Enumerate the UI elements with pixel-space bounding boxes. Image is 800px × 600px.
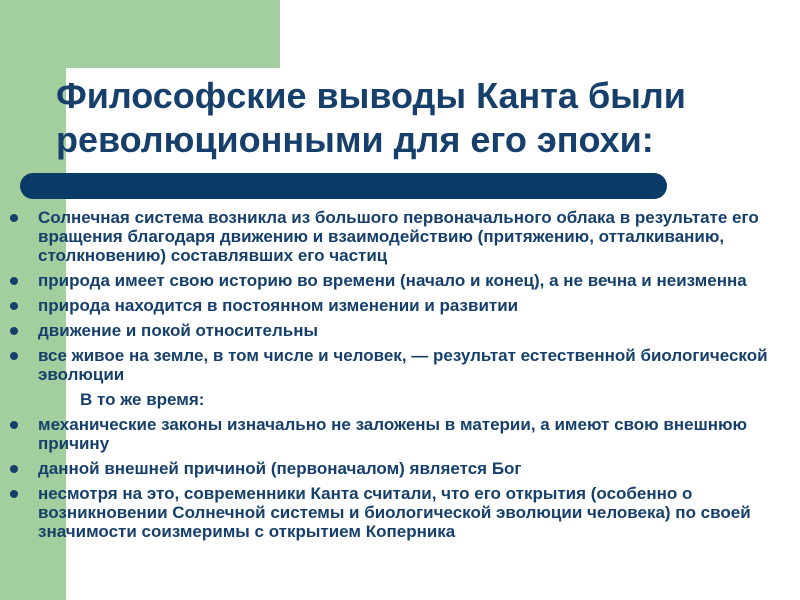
- bullet-dot-icon: [10, 421, 18, 429]
- decorative-green-top-band: [0, 0, 280, 68]
- bullet-text: природа имеет свою историю во времени (начало и конец), а не вечна и неизменна: [38, 271, 747, 290]
- bullet-text: Солнечная система возникла из большого первоначального облака в результате его вращения благодаря движению и взаимодействию (притяжению, отталкиванию, столкновению) составлявших его частиц: [38, 208, 759, 265]
- bullet-item-nature-change: [0, 296, 800, 315]
- bullet-item-mechanical-laws: [0, 415, 800, 453]
- bullet-text: несмотря на это, современники Канта считали, что его открытия (особенно о возникновении Солнечной системы и биологической эволюции человека) по своей значимости соизмеримы с открытием Коперника: [38, 484, 751, 541]
- bullet-dot-icon: [10, 352, 18, 360]
- bullet-text: механические законы изначально не заложены в материи, а имеют свою внешнюю причину: [38, 415, 748, 453]
- bullet-item-solar-system: [0, 208, 800, 265]
- bullet-item-motion-rest: [0, 321, 800, 340]
- bullet-item-nature-history: [0, 271, 800, 290]
- bullet-dot-icon: [10, 490, 18, 498]
- bullet-dot-icon: [10, 465, 18, 473]
- bullet-dot-icon: [10, 302, 18, 310]
- bullet-list: [0, 208, 800, 547]
- title-underline-bar: [20, 173, 667, 199]
- bullet-text: данной внешней причиной (первоначалом) является Бог: [38, 459, 522, 478]
- bullet-text: природа находится в постоянном изменении и развитии: [38, 296, 519, 315]
- bullet-item-copernicus: [0, 484, 800, 541]
- bullet-item-evolution: [0, 346, 800, 384]
- bullet-dot-icon: [10, 277, 18, 285]
- bullet-item-god-cause: [0, 459, 800, 478]
- bullet-text: движение и покой относительны: [38, 321, 318, 340]
- bullet-dot-icon: [10, 214, 18, 222]
- bullet-text: все живое на земле, в том числе и человек, — результат естественной биологической эволюции: [38, 346, 768, 384]
- subheading-at-the-same-time: В то же время:: [80, 390, 205, 409]
- bullet-dot-icon: [10, 327, 18, 335]
- slide-title: Философские выводы Канта были революционными для его эпохи:: [56, 75, 686, 160]
